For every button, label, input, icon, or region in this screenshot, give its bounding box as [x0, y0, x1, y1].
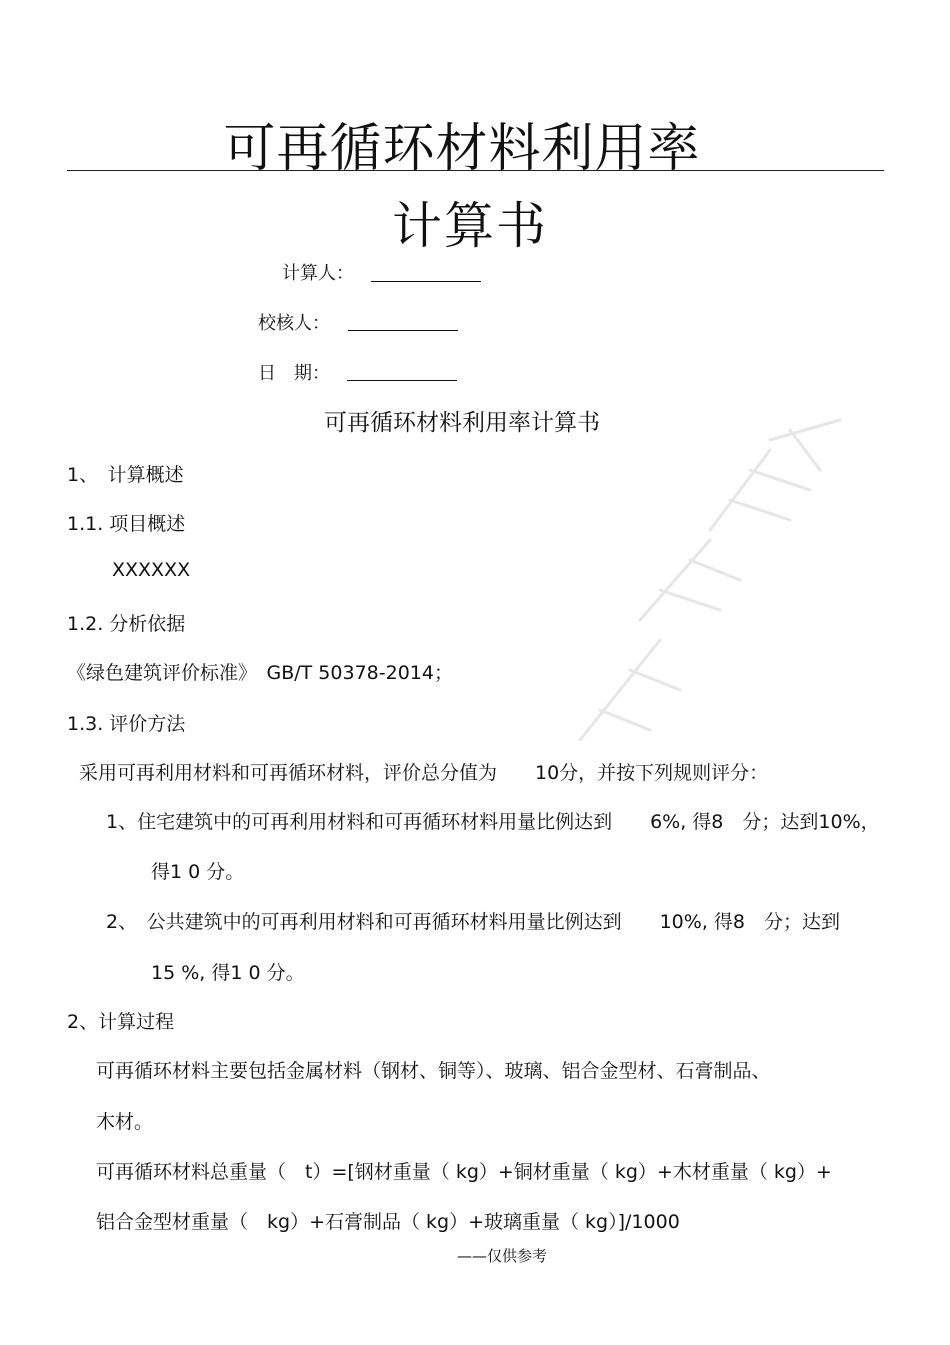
section-heading: 可再循环材料利用率计算书 [324, 410, 600, 436]
checker-blank [348, 330, 458, 331]
rule-2-line-1: 2、 公共建筑中的可再利用材料和可再循环材料用量比例达到 10%, 得8 分；达到 [106, 911, 840, 933]
method-intro: 采用可再利用材料和可再循环材料，评价总分值为 10分，并按下列规则评分： [79, 762, 769, 784]
title-divider [67, 170, 884, 171]
heading-overview: 1、 计算概述 [67, 464, 184, 486]
heading-calculation-process: 2、计算过程 [67, 1011, 175, 1033]
rule-1-line-1: 1、住宅建筑中的可再利用材料和可再循环材料用量比例达到 6%, 得8 分；达到10%， [106, 811, 880, 833]
basis-standard: 《绿色建筑评价标准》 GB/T 50378-2014； [67, 662, 453, 684]
document-subtitle: 计算书 [392, 197, 548, 255]
heading-analysis-basis: 1.2. 分析依据 [67, 613, 186, 635]
date-blank [347, 380, 457, 381]
footer-note: ——仅供参考 [456, 1247, 547, 1265]
heading-project-overview: 1.1. 项目概述 [67, 513, 186, 535]
date-label: 日 期： [258, 363, 330, 384]
checker-label: 校核人： [258, 313, 330, 334]
project-description: XXXXXX [112, 559, 191, 581]
formula-line-1: 可再循环材料总重量（ t）=[钢材重量（ kg）+铜材重量（ kg）+木材重量（ kg）+ [96, 1161, 832, 1183]
formula-line-2: 铝合金型材重量（ kg）+石膏制品（ kg）+玻璃重量（ kg）]/1000 [96, 1211, 680, 1233]
document-title: 可再循环材料利用率 [223, 119, 701, 179]
rule-1-line-2: 得1 0 分。 [151, 861, 245, 883]
rule-2-line-2: 15 %, 得1 0 分。 [151, 962, 305, 984]
process-line-1: 可再循环材料主要包括金属材料（钢材、铜等）、玻璃、铝合金型材、石膏制品、 [96, 1060, 771, 1082]
calculator-blank [371, 281, 481, 282]
watermark-image [540, 410, 860, 770]
calculator-label: 计算人： [282, 263, 354, 284]
process-line-2: 木材。 [96, 1111, 154, 1133]
heading-evaluation-method: 1.3. 评价方法 [67, 713, 186, 735]
